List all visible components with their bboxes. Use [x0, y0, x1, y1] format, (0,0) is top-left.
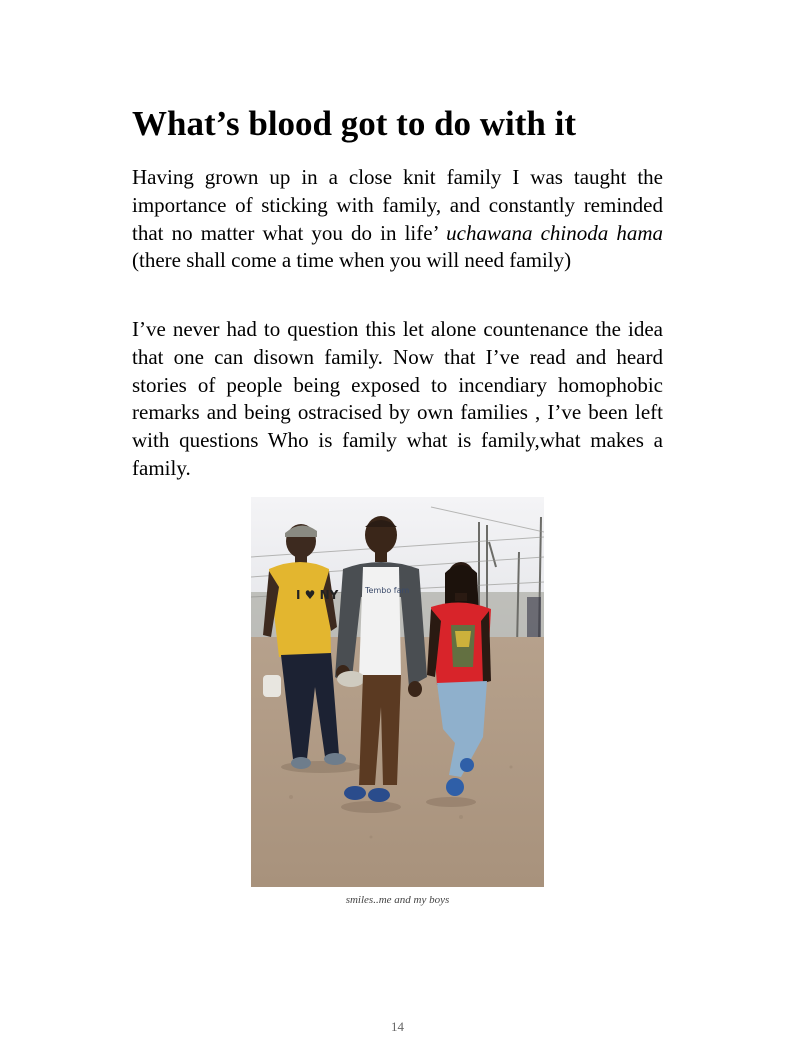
family-photo [251, 497, 544, 887]
paragraph-1-italic-phrase: uchawana chinoda hama [446, 220, 664, 245]
paragraph-1 [132, 164, 663, 275]
paragraph-1-text-end: (there shall come a time when you will need family) [132, 248, 572, 273]
paragraph-1-text: Having grown up in a close knit family I was taught the importance of sticking with family, and constantly reminded that no matter what you do in life’ [132, 165, 663, 245]
paragraph-2: I’ve never had to question this let alone countenance the idea that one can disown family. Now that I’ve read and heard stories of people being exposed to incendiary homophobic remarks and being ostracised by own families , I’ve been left with questions Who is family what is family,what makes a family. [132, 317, 663, 480]
page-title: What’s blood got to do with it [132, 104, 577, 143]
tshirt-print-middle: Tembo fam [365, 586, 410, 595]
page-number: 14 [391, 1019, 404, 1034]
photo-caption: smiles..me and my boys [345, 894, 450, 906]
tshirt-print-left: I ♥ NY [296, 588, 339, 602]
